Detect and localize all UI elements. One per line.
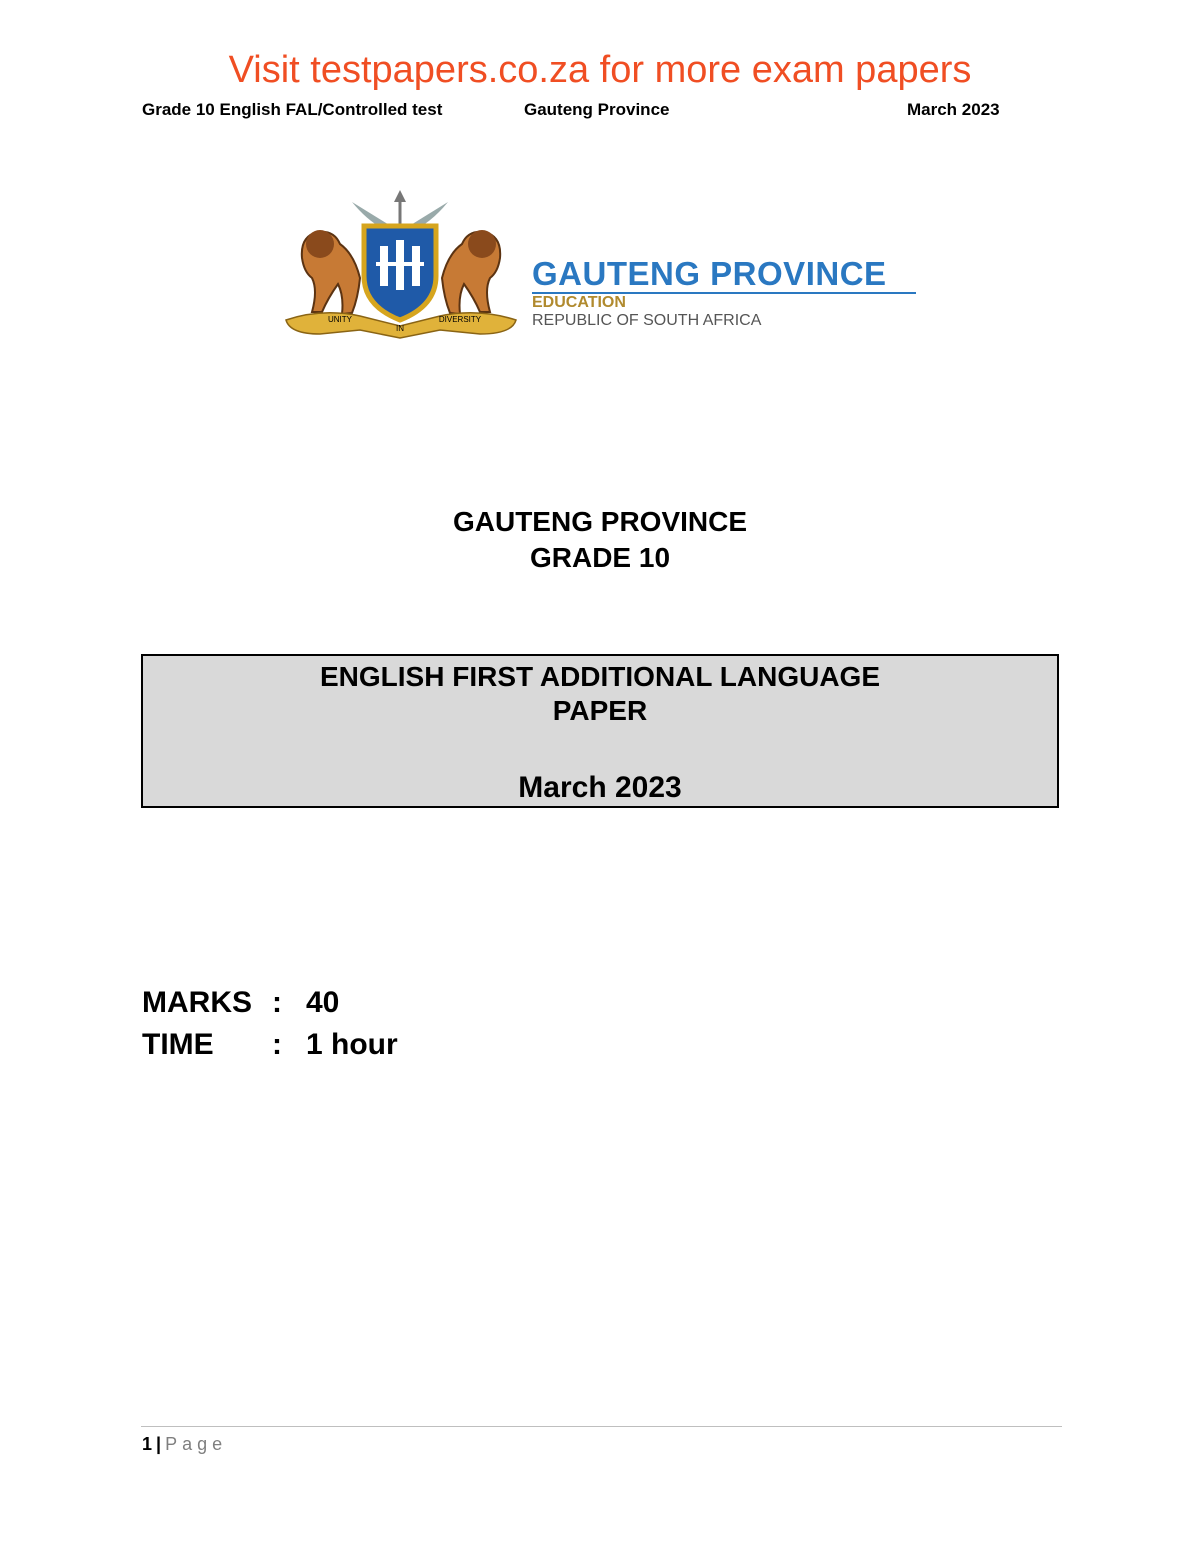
logo-wordmark: GAUTENG PROVINCE — [532, 255, 887, 292]
title-grade: GRADE 10 — [529, 542, 671, 573]
page-word: Page — [165, 1434, 228, 1454]
header-date: March 2023 — [907, 100, 1000, 119]
time-colon: : — [272, 1028, 282, 1061]
footer-divider — [141, 1426, 1062, 1427]
time-value: 1 hour — [306, 1028, 398, 1061]
time-label: TIME — [142, 1028, 214, 1061]
header-test-title: Grade 10 English FAL/Controlled test — [142, 100, 443, 119]
subject-box — [141, 654, 1059, 808]
marks-colon: : — [272, 986, 282, 1019]
coat-of-arms-icon — [282, 188, 522, 343]
title-province: GAUTENG PROVINCE — [452, 506, 748, 537]
motto-diversity: DIVERSITY — [438, 315, 482, 324]
subject-title: ENGLISH FIRST ADDITIONAL LANGUAGE — [320, 661, 880, 692]
page-number: 1 — [142, 1434, 153, 1454]
logo-country: REPUBLIC OF SOUTH AFRICA — [532, 312, 762, 329]
website-banner: Visit testpapers.co.za for more exam papers — [228, 49, 972, 91]
footer-separator: | — [156, 1434, 162, 1454]
paper-label: PAPER — [552, 695, 648, 726]
motto-in: IN — [396, 324, 404, 333]
motto-unity: UNITY — [328, 315, 352, 324]
marks-label: MARKS — [142, 986, 252, 1019]
marks-value: 40 — [306, 986, 340, 1019]
department-logo — [282, 188, 922, 343]
page-footer — [142, 1434, 227, 1454]
exam-date: March 2023 — [518, 771, 682, 804]
header-province: Gauteng Province — [524, 100, 670, 119]
logo-department: EDUCATION — [532, 294, 626, 311]
